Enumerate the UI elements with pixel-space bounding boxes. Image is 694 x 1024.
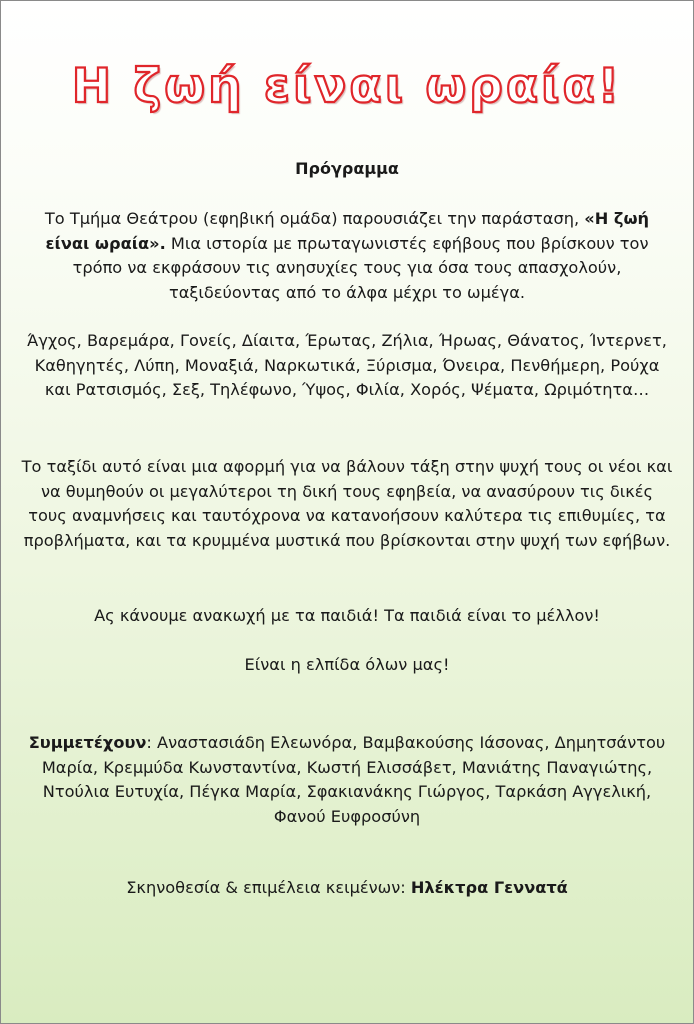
cast-paragraph bbox=[21, 731, 673, 829]
hope-paragraph: Είναι η ελπίδα όλων μας! bbox=[244, 655, 450, 674]
page-title: Η ζωή είναι ωραία! bbox=[71, 59, 623, 114]
play-title: «Η ζωή είναι ωραία». bbox=[45, 209, 650, 253]
direction-label: Σκηνοθεσία & επιμέλεια κειμένων: bbox=[126, 878, 411, 897]
program-heading: Πρόγραμμα bbox=[295, 159, 399, 178]
intro-text-after: Μια ιστορία με πρωταγωνιστές εφήβους που βρίσκουν τον τρόπο να εκφράσουν τις ανησυχίες τους για όσα τους απασχολούν, ταξιδεύοντας από το άλφα μέχρι το ωμέγα. bbox=[72, 233, 649, 302]
journey-paragraph: Το ταξίδι αυτό είναι μια αφορμή για να βάλουν τάξη στην ψυχή τους οι νέοι και να θυμηθούν οι μεγαλύτεροι τη δική τους εφηβεία, να ανασύρουν τις δικές τους αναμνήσεις και ταυτόχρονα να κατανοήσουν καλύτερα τις επιθυμίες, τα προβλήματα, και τα κρυμμένα μυστικά που βρίσκονται στην ψυχή των εφήβων. bbox=[21, 457, 673, 550]
themes-paragraph: Άγχος, Βαρεμάρα, Γονείς, Δίαιτα, Έρωτας, Ζήλια, Ήρωας, Θάνατος, Ίντερνετ, Καθηγητές, Λύπη, Μοναξιά, Ναρκωτικά, Ξύρισμα, Όνειρα, Πενθήμερη, Ρούχα και Ρατσισμός, Σεξ, Τηλέφωνο, Ύψος, Φιλία, Χορός, Ψέματα, Ωριμότητα… bbox=[27, 331, 667, 399]
intro-paragraph bbox=[21, 207, 673, 305]
cast-names: : Αναστασιάδη Ελεωνόρα, Βαμβακούσης Ιάσονας, Δημητσάντου Μαρία, Κρεμμύδα Κωνσταντίνα, Κωστή Ελισσάβετ, Μανιάτης Παναγιώτης, Ντούλια Ευτυχία, Πέγκα Μαρία, Σφακιανάκης Γιώργος, Ταρκάση Αγγελική, Φανού Ευφροσύνη bbox=[41, 733, 666, 826]
cast-label: Συμμετέχουν bbox=[28, 733, 147, 752]
truce-paragraph: Ας κάνουμε ανακωχή με τα παιδιά! Τα παιδιά είναι το μέλλον! bbox=[94, 606, 600, 625]
director-name: Ηλέκτρα Γεννατά bbox=[410, 878, 568, 897]
direction-credit bbox=[21, 876, 673, 901]
intro-text-before: Το Τμήμα Θεάτρου (εφηβική ομάδα) παρουσιάζει την παράσταση, bbox=[44, 209, 585, 228]
